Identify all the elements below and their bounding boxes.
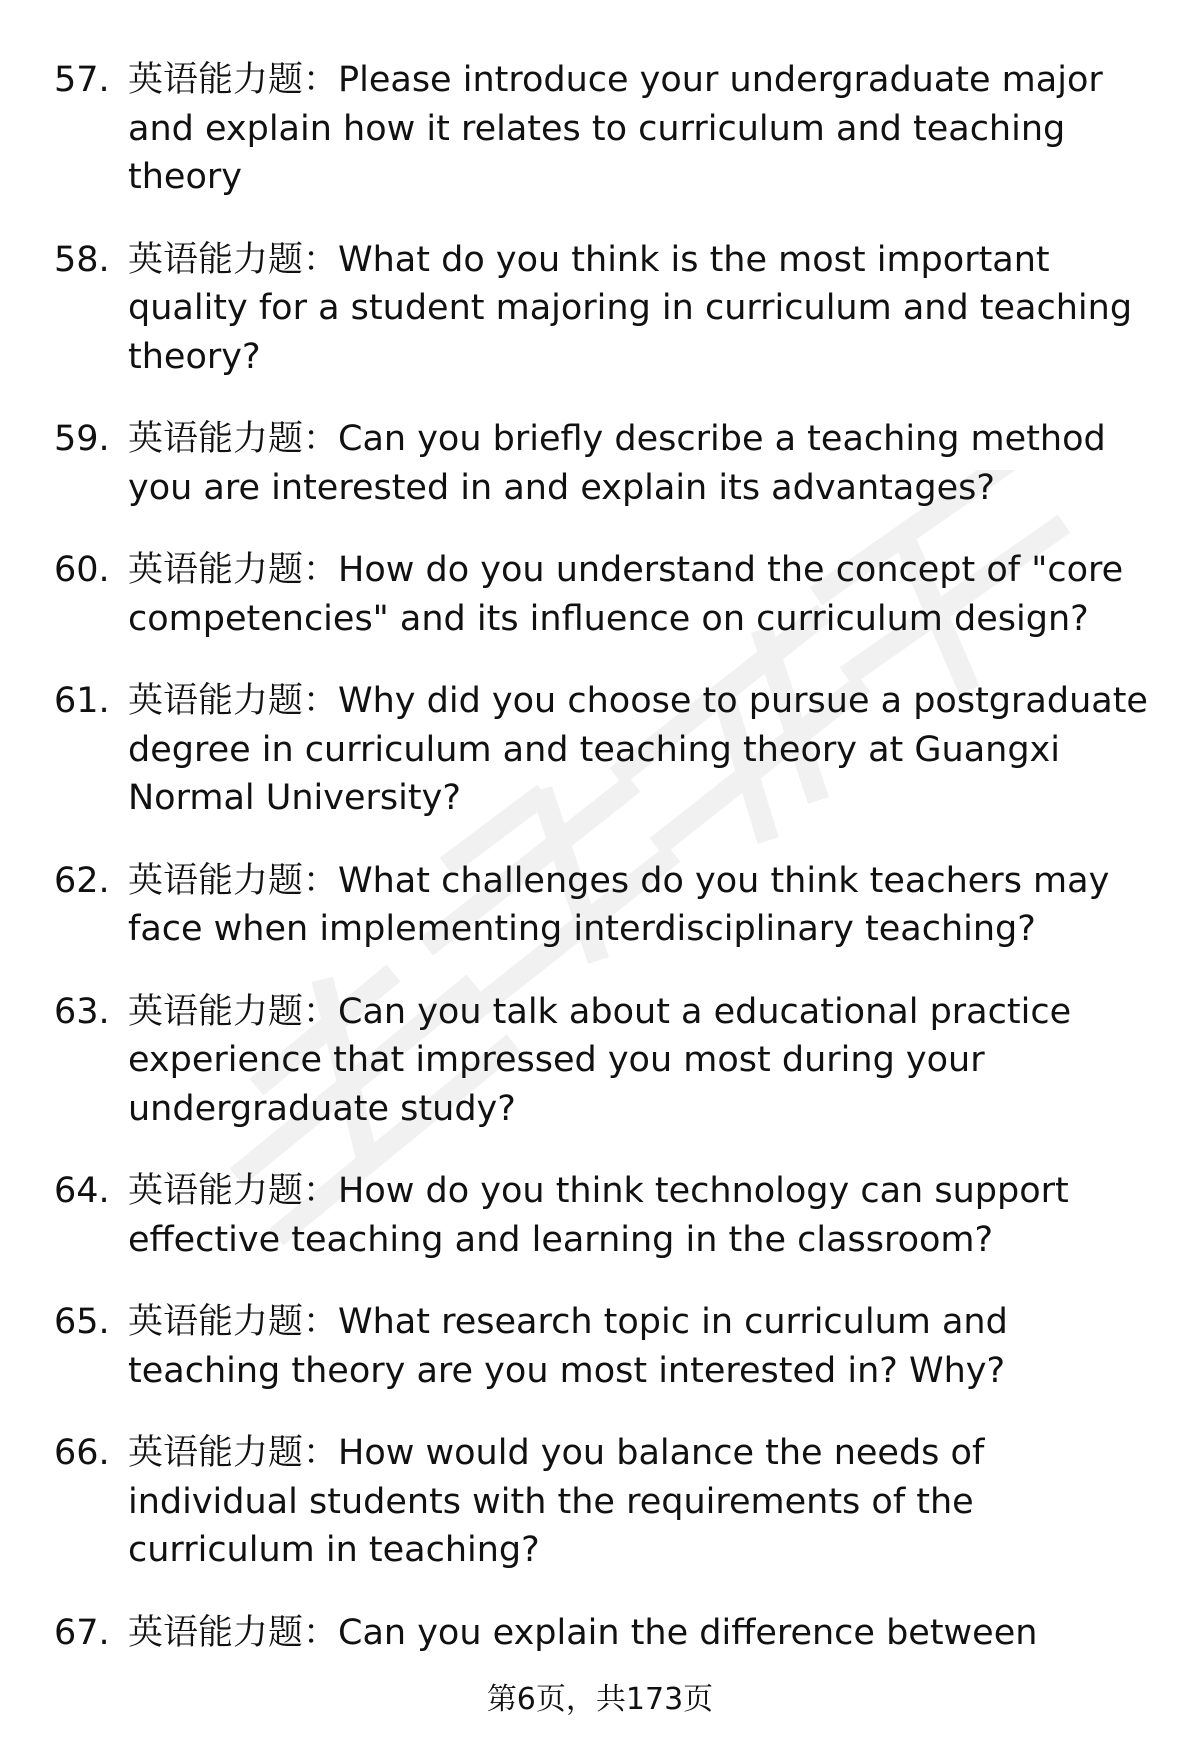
question-category: 英语能力题： (128, 239, 339, 280)
question-text: Can you briefly describe a teaching method you are interested in and explain its advantages? (128, 419, 1106, 508)
page-number-footer: 第6页，共173页 (486, 1682, 714, 1717)
question-category: 英语能力题： (128, 419, 339, 459)
question-list (0, 56, 1200, 1691)
question-text: Please introduce your undergraduate major and explain how it relates to curriculum and teaching theory (128, 60, 1103, 197)
question-body (128, 857, 1158, 954)
question-number: 63. (54, 991, 110, 1032)
question-number: 66. (54, 1433, 110, 1473)
question-body (128, 1167, 1158, 1264)
question-category: 英语能力题： (128, 860, 339, 901)
question-body (128, 236, 1158, 382)
question-number: 59. (54, 419, 110, 459)
question-item (0, 1609, 1200, 1658)
question-number: 67. (54, 1612, 110, 1653)
question-number: 60. (54, 550, 110, 590)
question-body (128, 56, 1158, 202)
question-body (128, 546, 1158, 643)
question-body (128, 415, 1158, 512)
question-text: Why did you choose to pursue a postgraduate degree in curriculum and teaching theory at Guangxi Normal University? (128, 681, 1148, 818)
question-number: 58. (54, 239, 110, 280)
question-text: How do you understand the concept of "core competencies" and its influence on curriculum design? (128, 550, 1124, 639)
question-text: What research topic in curriculum and teaching theory are you most interested in? Why? (128, 1302, 1008, 1391)
question-category: 英语能力题： (128, 1302, 339, 1342)
question-body (128, 677, 1158, 823)
question-category: 英语能力题： (128, 1171, 339, 1211)
question-text: How would you balance the needs of individual students with the requirements of the curriculum in teaching? (128, 1433, 985, 1570)
question-body (128, 1429, 1158, 1575)
question-item (0, 1429, 1200, 1575)
question-category: 英语能力题： (128, 681, 339, 721)
question-item (0, 677, 1200, 823)
question-body (128, 1609, 1158, 1658)
question-number: 61. (54, 681, 110, 721)
question-text: How do you think technology can support effective teaching and learning in the classroom? (128, 1171, 1069, 1260)
question-number: 57. (54, 60, 110, 100)
question-item (0, 236, 1200, 382)
question-category: 英语能力题： (128, 550, 339, 590)
question-item (0, 988, 1200, 1134)
question-category: 英语能力题： (128, 991, 339, 1032)
question-number: 62. (54, 860, 110, 901)
question-text: What do you think is the most important quality for a student majoring in curriculum and teaching theory? (128, 239, 1133, 377)
question-item (0, 1167, 1200, 1264)
question-text: What challenges do you think teachers may face when implementing interdisciplinary teaching? (128, 860, 1110, 949)
question-item (0, 546, 1200, 643)
question-text: Can you explain the difference between (338, 1612, 1038, 1653)
question-category: 英语能力题： (128, 60, 339, 100)
question-item (0, 415, 1200, 512)
question-category: 英语能力题： (128, 1612, 339, 1653)
question-item (0, 1298, 1200, 1395)
question-item (0, 56, 1200, 202)
question-number: 64. (54, 1171, 110, 1211)
question-category: 英语能力题： (128, 1433, 339, 1473)
question-number: 65. (54, 1302, 110, 1342)
question-item (0, 857, 1200, 954)
question-body (128, 988, 1158, 1134)
question-body (128, 1298, 1158, 1395)
question-text: Can you talk about a educational practice experience that impressed you most during your undergraduate study? (128, 991, 1072, 1129)
